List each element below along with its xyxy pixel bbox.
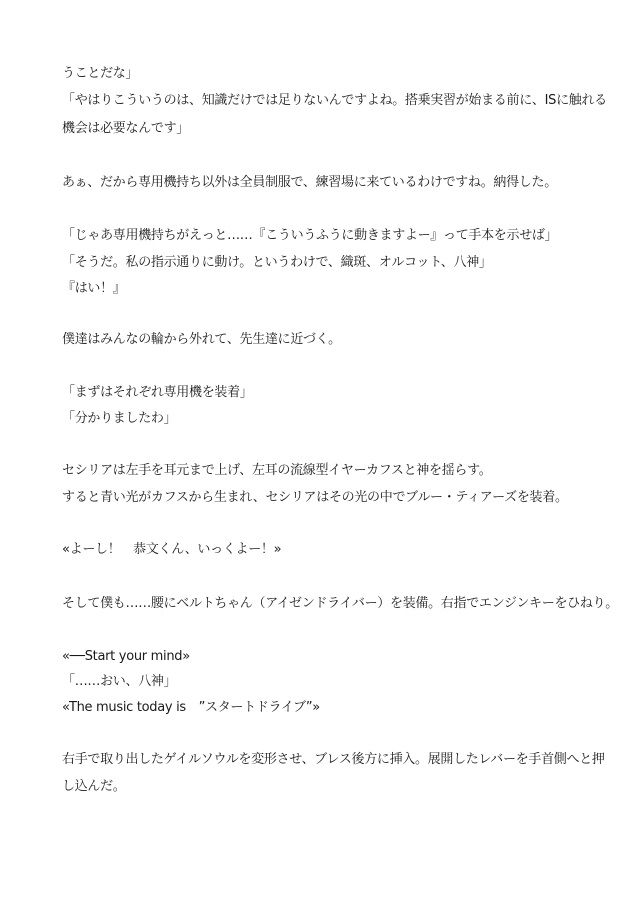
text-line: 機会は必要なんです」 xyxy=(62,121,190,136)
text-line: セシリアは左手を耳元まで上げ、左耳の流線型イヤーカフスと神を揺らす。 xyxy=(62,463,492,478)
text-line: «The music today is ”スタートドライブ”» xyxy=(62,700,320,715)
text-line: うことだな」 xyxy=(62,66,139,81)
text-line: し込んだ。 xyxy=(62,779,126,794)
text-line: すると青い光がカフスから生まれ、セシリアはその光の中でブルー・ティアーズを装着。 xyxy=(62,490,568,505)
text-line: そして僕も……腰にベルトちゃん（アイゼンドライバー）を装備。右指でエンジンキーをひねり。 xyxy=(62,596,618,611)
text-line: 右手で取り出したゲイルソウルを変形させ、ブレス後方に挿入。展開したレバーを手首側へと押 xyxy=(62,752,605,767)
text-line: 『はい！』 xyxy=(62,281,126,296)
text-line: 「……おい、八神」 xyxy=(62,674,177,689)
text-line: 僕達はみんなの輪から外れて、先生達に近づく。 xyxy=(62,332,341,347)
text-line: 「分かりましたわ」 xyxy=(62,411,177,426)
text-line: 「やはりこういうのは、知識だけでは足りないんですよね。搭乗実習が始まる前に、ISに触れる xyxy=(62,93,607,108)
text-line: «よーし！ 恭文くん、いっくよー！» xyxy=(62,542,282,557)
text-line: 「まずはそれぞれ専用機を装着」 xyxy=(62,385,253,400)
text-line: 「じゃあ専用機持ちがえっと……『こういうふうに動きますよー』って手本を示せば」 xyxy=(62,228,558,243)
text-line: «──Start your mind» xyxy=(62,649,190,664)
text-line: 「そうだ。私の指示通りに動け。というわけで、織斑、オルコット、八神」 xyxy=(62,255,492,270)
text-line: あぁ、だから専用機持ち以外は全員制服で、練習場に来ているわけですね。納得した。 xyxy=(62,175,557,190)
